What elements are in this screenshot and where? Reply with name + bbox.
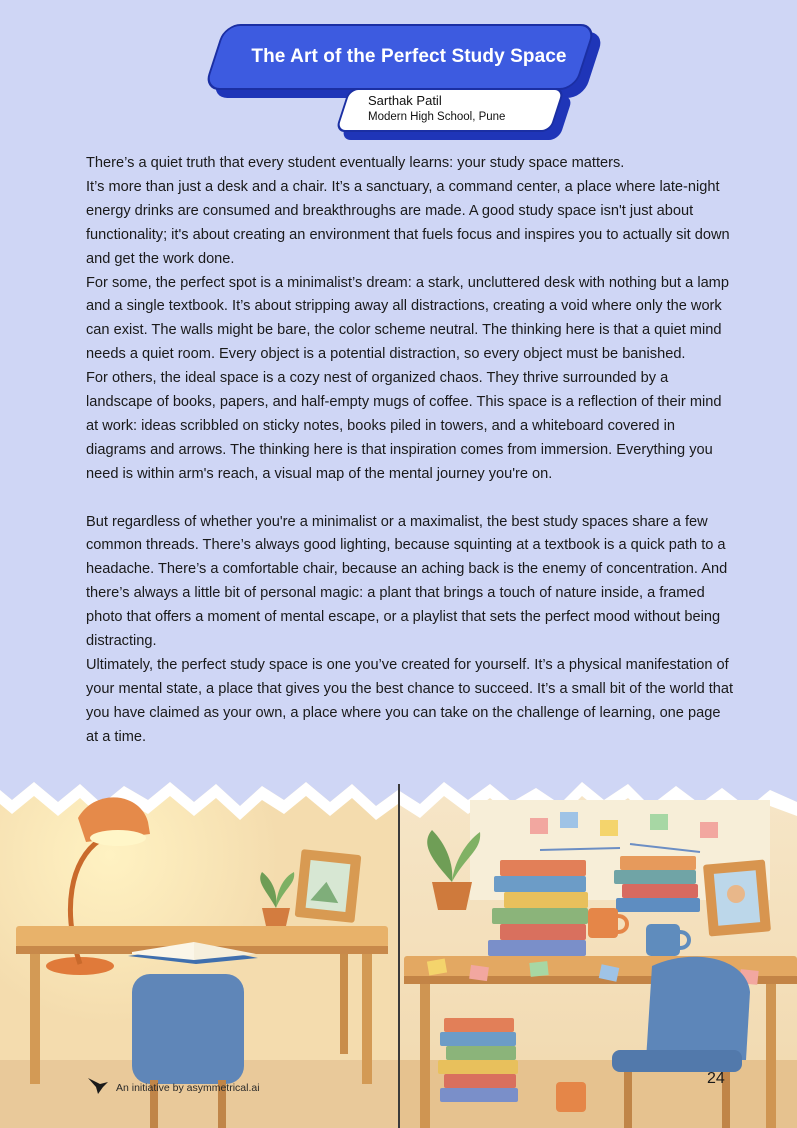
photo-frame-right: [703, 859, 771, 936]
footer-credit: An initiative by asymmetrical.ai: [116, 1082, 260, 1094]
picture-frame: [295, 849, 362, 923]
author-school: Modern High School, Pune: [368, 111, 506, 123]
book-stack: [488, 860, 588, 956]
panel-divider: [398, 784, 400, 1128]
bird-icon: [86, 1076, 110, 1096]
author-name: Sarthak Patil: [368, 93, 442, 108]
article-paragraph: It’s more than just a desk and a chair. It’s a sanctuary, a command center, a place where late-night energy drinks are consumed and breakthroughs are made. A good study space isn't just about functionality; it's about creating an environment that fuels focus and inspires you to actually sit down and get the work done.: [86, 178, 730, 267]
author-info: [368, 92, 558, 125]
study-space-illustration: [0, 760, 797, 1128]
floor-book-stack: [438, 1018, 518, 1102]
page-title: The Art of the Perfect Study Space: [251, 46, 567, 67]
article-paragraph: For others, the ideal space is a cozy nest of organized chaos. They thrive surrounded by a landscape of books, papers, and half-empty mugs of coffee. This space is a reflection of their mind at work: ideas scribbled on sticky notes, books piled in towers, and a whiteboard covered in diagrams and arrows. The thinking here is that inspiration comes from immersion. Everything you need is within arm's reach, a visual map of the mental journey you're on.: [86, 370, 722, 482]
title-banner: [214, 24, 610, 136]
article-paragraph: Ultimately, the perfect study space is one you’ve created for yourself. It’s a physical manifestation of your mental state, a place that gives you the best chance to succeed. It’s a small bit of the world that you have claimed as your own, a place where you can take on the challenge of learning, one page at a time.: [86, 657, 734, 745]
book-stack: [614, 856, 700, 912]
article-paragraph: For some, the perfect spot is a minimalist’s dream: a stark, uncluttered desk with nothing but a lamp and a single textbook. It’s about stripping away all distractions, creating a void where only the work can exist. The walls might be bare, the color scheme neutral. The thinking here is that a quiet mind needs a quiet room. Every object is a potential distraction, so every object must be banished.: [86, 274, 729, 363]
article-paragraph: There’s a quiet truth that every student eventually learns: your study space matters.: [86, 155, 625, 171]
article-paragraph: But regardless of whether you're a minimalist or a maximalist, the best study spaces share a few common threads. There’s always good lighting, because squinting at a textbook is a quick path to a headache. There’s a comfortable chair, because an aching back is the enemy of concentration. And there’s always a little bit of personal magic: a plant that brings a touch of nature inside, a framed photo that offers a moment of mental escape, or a playlist that sets the perfect mood without being distracting.: [86, 513, 728, 650]
article-body: [86, 152, 736, 750]
floor-mug: [556, 1082, 586, 1112]
page-number: 24: [707, 1070, 725, 1087]
